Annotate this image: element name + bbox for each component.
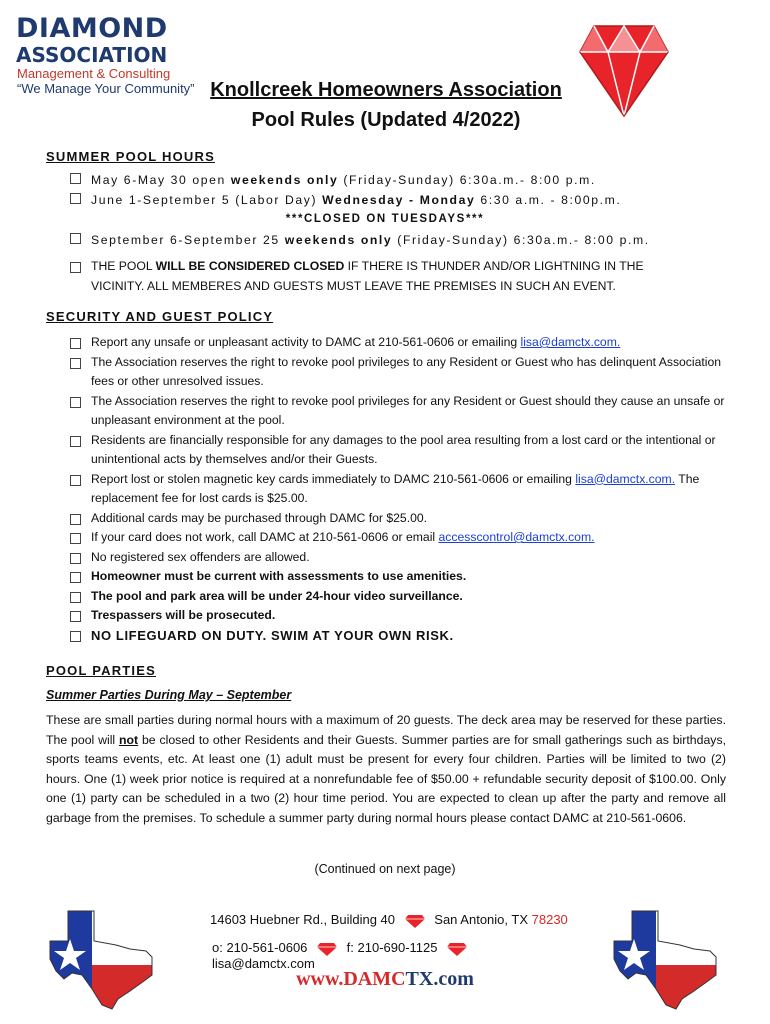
logo-association: ASSOCIATION <box>16 43 168 67</box>
section-heading-security: SECURITY AND GUEST POLICY <box>46 309 274 324</box>
list-item: Additional cards may be purchased through DAMC for $25.00. <box>70 509 725 529</box>
checkbox-icon <box>70 233 81 244</box>
doc-subtitle: Pool Rules (Updated 4/2022) <box>251 109 521 131</box>
list-item: Trespassers will be prosecuted. <box>70 606 725 626</box>
website-link[interactable]: www.DAMCTX.com <box>296 968 474 990</box>
doc-title: Knollcreek Homeowners Association <box>210 79 562 101</box>
footer-address-line <box>210 912 570 928</box>
texas-flag-map-icon <box>612 905 724 1011</box>
list-item: The Association reserves the right to revoke pool privileges to any Resident or Guest who has delinquent Association fees or other unresolved issues. <box>70 353 725 392</box>
list-item: If your card does not work, call DAMC at 210-561-0606 or email accesscontrol@damctx.com. <box>70 528 725 548</box>
section-heading-parties: POOL PARTIES <box>46 663 156 678</box>
texas-flag-map-icon <box>48 905 160 1011</box>
checkbox-icon <box>70 553 81 564</box>
checkbox-icon <box>70 397 81 408</box>
list-item: NO LIFEGUARD ON DUTY. SWIM AT YOUR OWN RISK. <box>70 626 725 646</box>
logo-diamond: DIAMOND <box>16 13 168 44</box>
footer-address: 14603 Huebner Rd., Building 40 <box>210 912 396 927</box>
checkbox-icon <box>70 631 81 642</box>
checkbox-icon <box>70 611 81 622</box>
footer-email: lisa@damctx.com <box>212 955 315 971</box>
diamond-icon <box>447 942 467 956</box>
list-item: Residents are financially responsible for any damages to the pool area resulting from a lost card or the intentional or unintentional acts by themselves and/or their Guests. <box>70 431 725 470</box>
footer-contact-line <box>212 940 572 971</box>
list-item: Report lost or stolen magnetic key cards immediately to DAMC 210-561-0606 or emailing lisa@damctx.com. The replacement fee for lost cards is $25.00. <box>70 470 725 509</box>
list-item: Homeowner must be current with assessments to use amenities. <box>70 567 725 587</box>
checkbox-icon <box>70 572 81 583</box>
checkbox-icon <box>70 475 81 486</box>
list-item: No registered sex offenders are allowed. <box>70 548 725 568</box>
checkbox-icon <box>70 514 81 525</box>
footer-phone: o: 210-561-0606 <box>212 940 308 955</box>
logo-tagline: “We Manage Your Community” <box>17 81 195 96</box>
checkbox-icon <box>70 262 81 273</box>
checkbox-icon <box>70 338 81 349</box>
thunder-rule <box>70 257 690 296</box>
parties-paragraph: These are small parties during normal hours with a maximum of 20 guests. The deck area may be reserved for these parties. The pool will not be closed to other Residents and their Guests. Summer parties are for small gatherings such as birthdays, sports teams events, etc. At least one (1) adult must be present for every four children. Parties will be limited to two (2) hours. One (1) week prior notice is required at a nonrefundable fee of $50.00 + refundable security deposit of $100.00. Only one (1) party can be scheduled in a two (2) hour time period. You are expected to clean up after the party and remove all garbage from the premises. To schedule a summer party during normal hours please contact DAMC at 210-561-0606. <box>46 713 727 825</box>
checkbox-icon <box>70 533 81 544</box>
list-item: Report any unsafe or unpleasant activity to DAMC at 210-561-0606 or emailing lisa@damctx.com. <box>70 333 725 353</box>
email-link[interactable]: lisa@damctx.com. <box>520 335 621 349</box>
summer-item-june: June 1-September 5 (Labor Day) Wednesday - Monday 6:30 a.m. - 8:00p.m. <box>70 191 710 211</box>
footer-fax: f: 210-690-1125 <box>346 940 438 955</box>
summer-item-september: September 6-September 25 weekends only (Friday-Sunday) 6:30a.m.- 8:00 p.m. <box>70 231 730 251</box>
diamond-gem-icon <box>578 22 670 118</box>
security-rules-list <box>70 333 725 645</box>
checkbox-icon <box>70 173 81 184</box>
parties-subheading: Summer Parties During May – September <box>46 688 292 702</box>
diamond-icon <box>405 914 425 928</box>
footer-city: San Antonio, TX <box>434 912 532 927</box>
list-item: The Association reserves the right to revoke pool privileges for any Resident or Guest should they cause an unsafe or unpleasant environment at the pool. <box>70 392 725 431</box>
email-link[interactable]: lisa@damctx.com. <box>575 471 676 486</box>
checkbox-icon <box>70 358 81 369</box>
continued-note: (Continued on next page) <box>314 862 456 876</box>
diamond-icon <box>317 942 337 956</box>
checkbox-icon <box>70 592 81 603</box>
list-item: The pool and park area will be under 24-hour video surveillance. <box>70 587 725 607</box>
checkbox-icon <box>70 193 81 204</box>
logo-subtitle: Management & Consulting <box>17 66 171 81</box>
list-item: THE POOL WILL BE CONSIDERED CLOSED IF THERE IS THUNDER AND/OR LIGHTNING IN THE VICINITY. ALL MEMBERES AND GUESTS MUST LEAVE THE PREMISES IN SUCH AN EVENT. <box>70 257 690 296</box>
checkbox-icon <box>70 436 81 447</box>
section-heading-summer: SUMMER POOL HOURS <box>46 149 215 164</box>
closed-tuesdays-note: ***CLOSED ON TUESDAYS*** <box>285 213 485 225</box>
summer-item-may: May 6-May 30 open weekends only (Friday-Sunday) 6:30a.m.- 8:00 p.m. <box>70 171 710 191</box>
access-control-email-link[interactable]: accesscontrol@damctx.com. <box>438 530 595 544</box>
footer-zip: 78230 <box>531 912 568 927</box>
